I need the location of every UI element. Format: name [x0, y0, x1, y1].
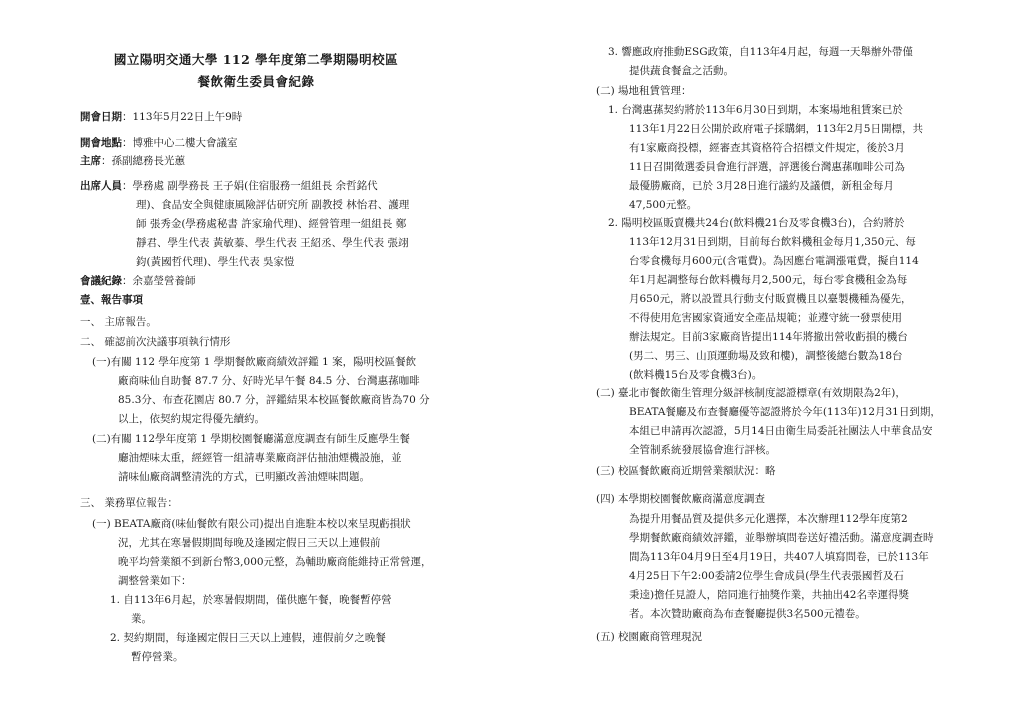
satisfaction-survey-heading: (四) 本學期校園餐飲廠商滿意度調查: [596, 493, 766, 505]
meeting-place-label: 開會地點: [80, 137, 122, 149]
attendees-line: 鈞(黃國哲代理)、學生代表 吳家愷: [136, 256, 295, 268]
attendees-label: 出席人員: [80, 180, 122, 192]
resolution-2-line: 廳油煙味太重，經經管一組請專業廠商評估抽油煙機設施，並: [118, 452, 402, 464]
agenda-item-business-report: 三、 業務單位報告：: [80, 497, 178, 509]
chair: [80, 152, 185, 171]
hygiene-certification-line: (二) 臺北市餐飲衛生管理分級評核制度認證標章(有效期限為2年)，: [596, 387, 906, 399]
venue-lease-point-1: 1. 台灣惠蓀契約將於113年6月30日到期，本案場地租賃案已於: [608, 104, 903, 116]
venue-lease-point-2: 月650元，將以設置具行動支付販賣機且以臺製機種為優先，: [629, 293, 912, 305]
venue-lease-point-1: 最優勝廠商，已於 3月28日進行議約及議價，新租金每月: [629, 180, 894, 192]
venue-lease-point-1: 47,500元整。: [629, 199, 698, 211]
document-title-line1: 國立陽明交通大學 112 學年度第二學期陽明校區: [113, 52, 399, 67]
attendees-line: ：學務處 副學務長 王子娟(住宿服務一組組長 余哲銘代: [122, 180, 378, 192]
business-1-point-1: 1. 自113年6月起，於寒暑假期間，僅供應午餐，晚餐暫停營: [110, 594, 392, 606]
meeting-place: [80, 134, 238, 153]
venue-lease-point-2: (飲料機15台及零食機3台)。: [629, 369, 763, 381]
business-1-line: 調整營業如下：: [118, 575, 192, 587]
venue-lease-point-2: 2. 陽明校區販賣機共24台(飲料機21台及零食機3台)，合約將於: [608, 217, 905, 229]
venue-lease-point-2: 台零食機每月600元(含電費)。為因應台電調漲電費，擬自114: [629, 255, 919, 267]
resolution-2-line: (二)有關 112學年度第 1 學期校園餐廳滿意度調查有師生反應學生餐: [92, 433, 410, 445]
venue-lease-point-2: 年1月起調整每台飲料機每月2,500元，每台零食機租金為每: [629, 274, 908, 286]
venue-lease-point-2: 辦法規定。目前3家廠商皆提出114年將撤出營收虧損的機台: [629, 331, 908, 343]
chair-value: ：孫副總務長光蕙: [101, 155, 185, 167]
resolution-1-line: 85.3分、布查花園店 80.7 分，評鑑結果本校區餐飲廠商皆為70 分: [118, 394, 430, 406]
business-1-line: 況，尤其在寒暑假期間每晚及逢國定假日三天以上連假前: [118, 537, 381, 549]
vendor-management-heading: (五) 校園廠商管理現況: [596, 631, 703, 643]
business-1-point-3: 3. 響應政府推動ESG政策，自113年4月起，每週一天舉辦外帶僅: [608, 46, 913, 58]
venue-lease-heading: (二) 場地租賃管理：: [596, 85, 692, 97]
meeting-date-value: ：113年5月22日上午9時: [122, 111, 243, 123]
right-page: [512, 0, 1024, 706]
satisfaction-survey-line: 學期餐飲廠商績效評鑑，並舉辦填問卷送好禮活動。滿意度調查時: [629, 532, 934, 544]
resolution-1-line: (一)有關 112 學年度第 1 學期餐飲廠商績效評鑑 1 案，陽明校區餐飲: [92, 356, 417, 368]
satisfaction-survey-line: 者。本次贊助廠商為布查餐廳提供3名500元禮卷。: [629, 608, 866, 620]
chair-label: 主席: [80, 155, 101, 167]
agenda-item-chair-report: 一、 主席報告。: [80, 316, 157, 328]
business-1-point-2: 2. 契約期間，每逢國定假日三天以上連假，連假前夕之晚餐: [110, 632, 386, 644]
hygiene-certification-line: BEATA餐廳及布查餐廳優等認證將於今年(113年)12月31日到期，: [629, 406, 941, 418]
attendees: [80, 177, 378, 196]
agenda-item-previous-resolutions: 二、 確認前次決議事項執行情形: [80, 336, 231, 348]
meeting-date-label: 開會日期: [80, 111, 122, 123]
attendees-line: 靜君、學生代表 黃敏蓁、學生代表 王紹丞、學生代表 張翊: [136, 237, 409, 249]
resolution-2-line: 請味仙廠商調整清洗的方式，已明顯改善油煙味問題。: [118, 471, 370, 483]
meeting-date: [80, 108, 242, 127]
resolution-1-line: 廠商味仙自助餐 87.7 分、好時光早午餐 84.5 分、台灣惠蓀咖啡: [118, 375, 420, 387]
revenue-status: (三) 校區餐飲廠商近期營業額狀況：略: [596, 465, 776, 477]
venue-lease-point-2: 不得使用危害國家資通安全產品規範；並遵守統一發票使用: [629, 312, 902, 324]
attendees-line: 理)、食品安全與健康風險評估研究所 副教授 林怡君、護理: [136, 199, 410, 211]
recorder-label: 會議紀錄: [80, 275, 122, 287]
business-1-line: 晚平均營業額不到新台幣3,000元整，為輔助廠商能維持正常營運，: [118, 556, 432, 568]
venue-lease-point-1: 113年1月22日公開於政府電子採購網，113年2月5日開標，共: [629, 123, 923, 135]
satisfaction-survey-line: 間為113年04月9日至4月19日，共407人填寫問卷，已於113年: [629, 551, 929, 563]
satisfaction-survey-line: 為提升用餐品質及提供多元化選擇，本次辦理112學年度第2: [629, 513, 908, 525]
venue-lease-point-1: 11日召開徵選委員會進行評選，評選後台灣惠蓀咖啡公司為: [629, 161, 905, 173]
business-1-line: (一) BEATA廠商(味仙餐飲有限公司)提出自進駐本校以來呈現虧損狀: [92, 518, 411, 530]
business-1-point-3: 提供蔬食餐盒之活動。: [629, 65, 734, 77]
venue-lease-point-1: 有1家廠商投標，經審查其資格符合招標文件規定，後於3月: [629, 142, 905, 154]
document-title-line2: 餐飲衛生委員會紀錄: [197, 74, 315, 89]
hygiene-certification-line: 全管制系統發展協會進行評核。: [629, 444, 776, 456]
venue-lease-point-2: (男二、男三、山頂運動場及致和樓)，調整後總台數為18台: [629, 350, 903, 362]
business-1-point-1: 業。: [131, 613, 152, 625]
business-1-point-2: 暫停營業。: [131, 651, 184, 663]
hygiene-certification-line: 本組已申請再次認證，5月14日由衛生局委託社團法人中華食品安: [629, 425, 933, 437]
meeting-place-value: ：博雅中心二樓大會議室: [122, 137, 238, 149]
resolution-1-line: 以上，依契約規定得優先續約。: [118, 413, 265, 425]
attendees-line: 師 張秀金(學務處秘書 許家瑜代理)、經營管理一組組長 鄭: [136, 218, 407, 230]
satisfaction-survey-line: 4月25日下午2:00委請2位學生會成員(學生代表張國哲及石: [629, 570, 904, 582]
section-heading-reports: 壹、報告事項: [80, 294, 143, 306]
recorder-value: ：余嘉瑩營養師: [122, 275, 196, 287]
recorder: [80, 272, 196, 291]
satisfaction-survey-line: 秉逵)擔任見證人，陪同進行抽獎作業，共抽出42名幸運得獎: [629, 589, 909, 601]
venue-lease-point-2: 113年12月31日到期，目前每台飲料機租金每月1,350元、每: [629, 236, 916, 248]
